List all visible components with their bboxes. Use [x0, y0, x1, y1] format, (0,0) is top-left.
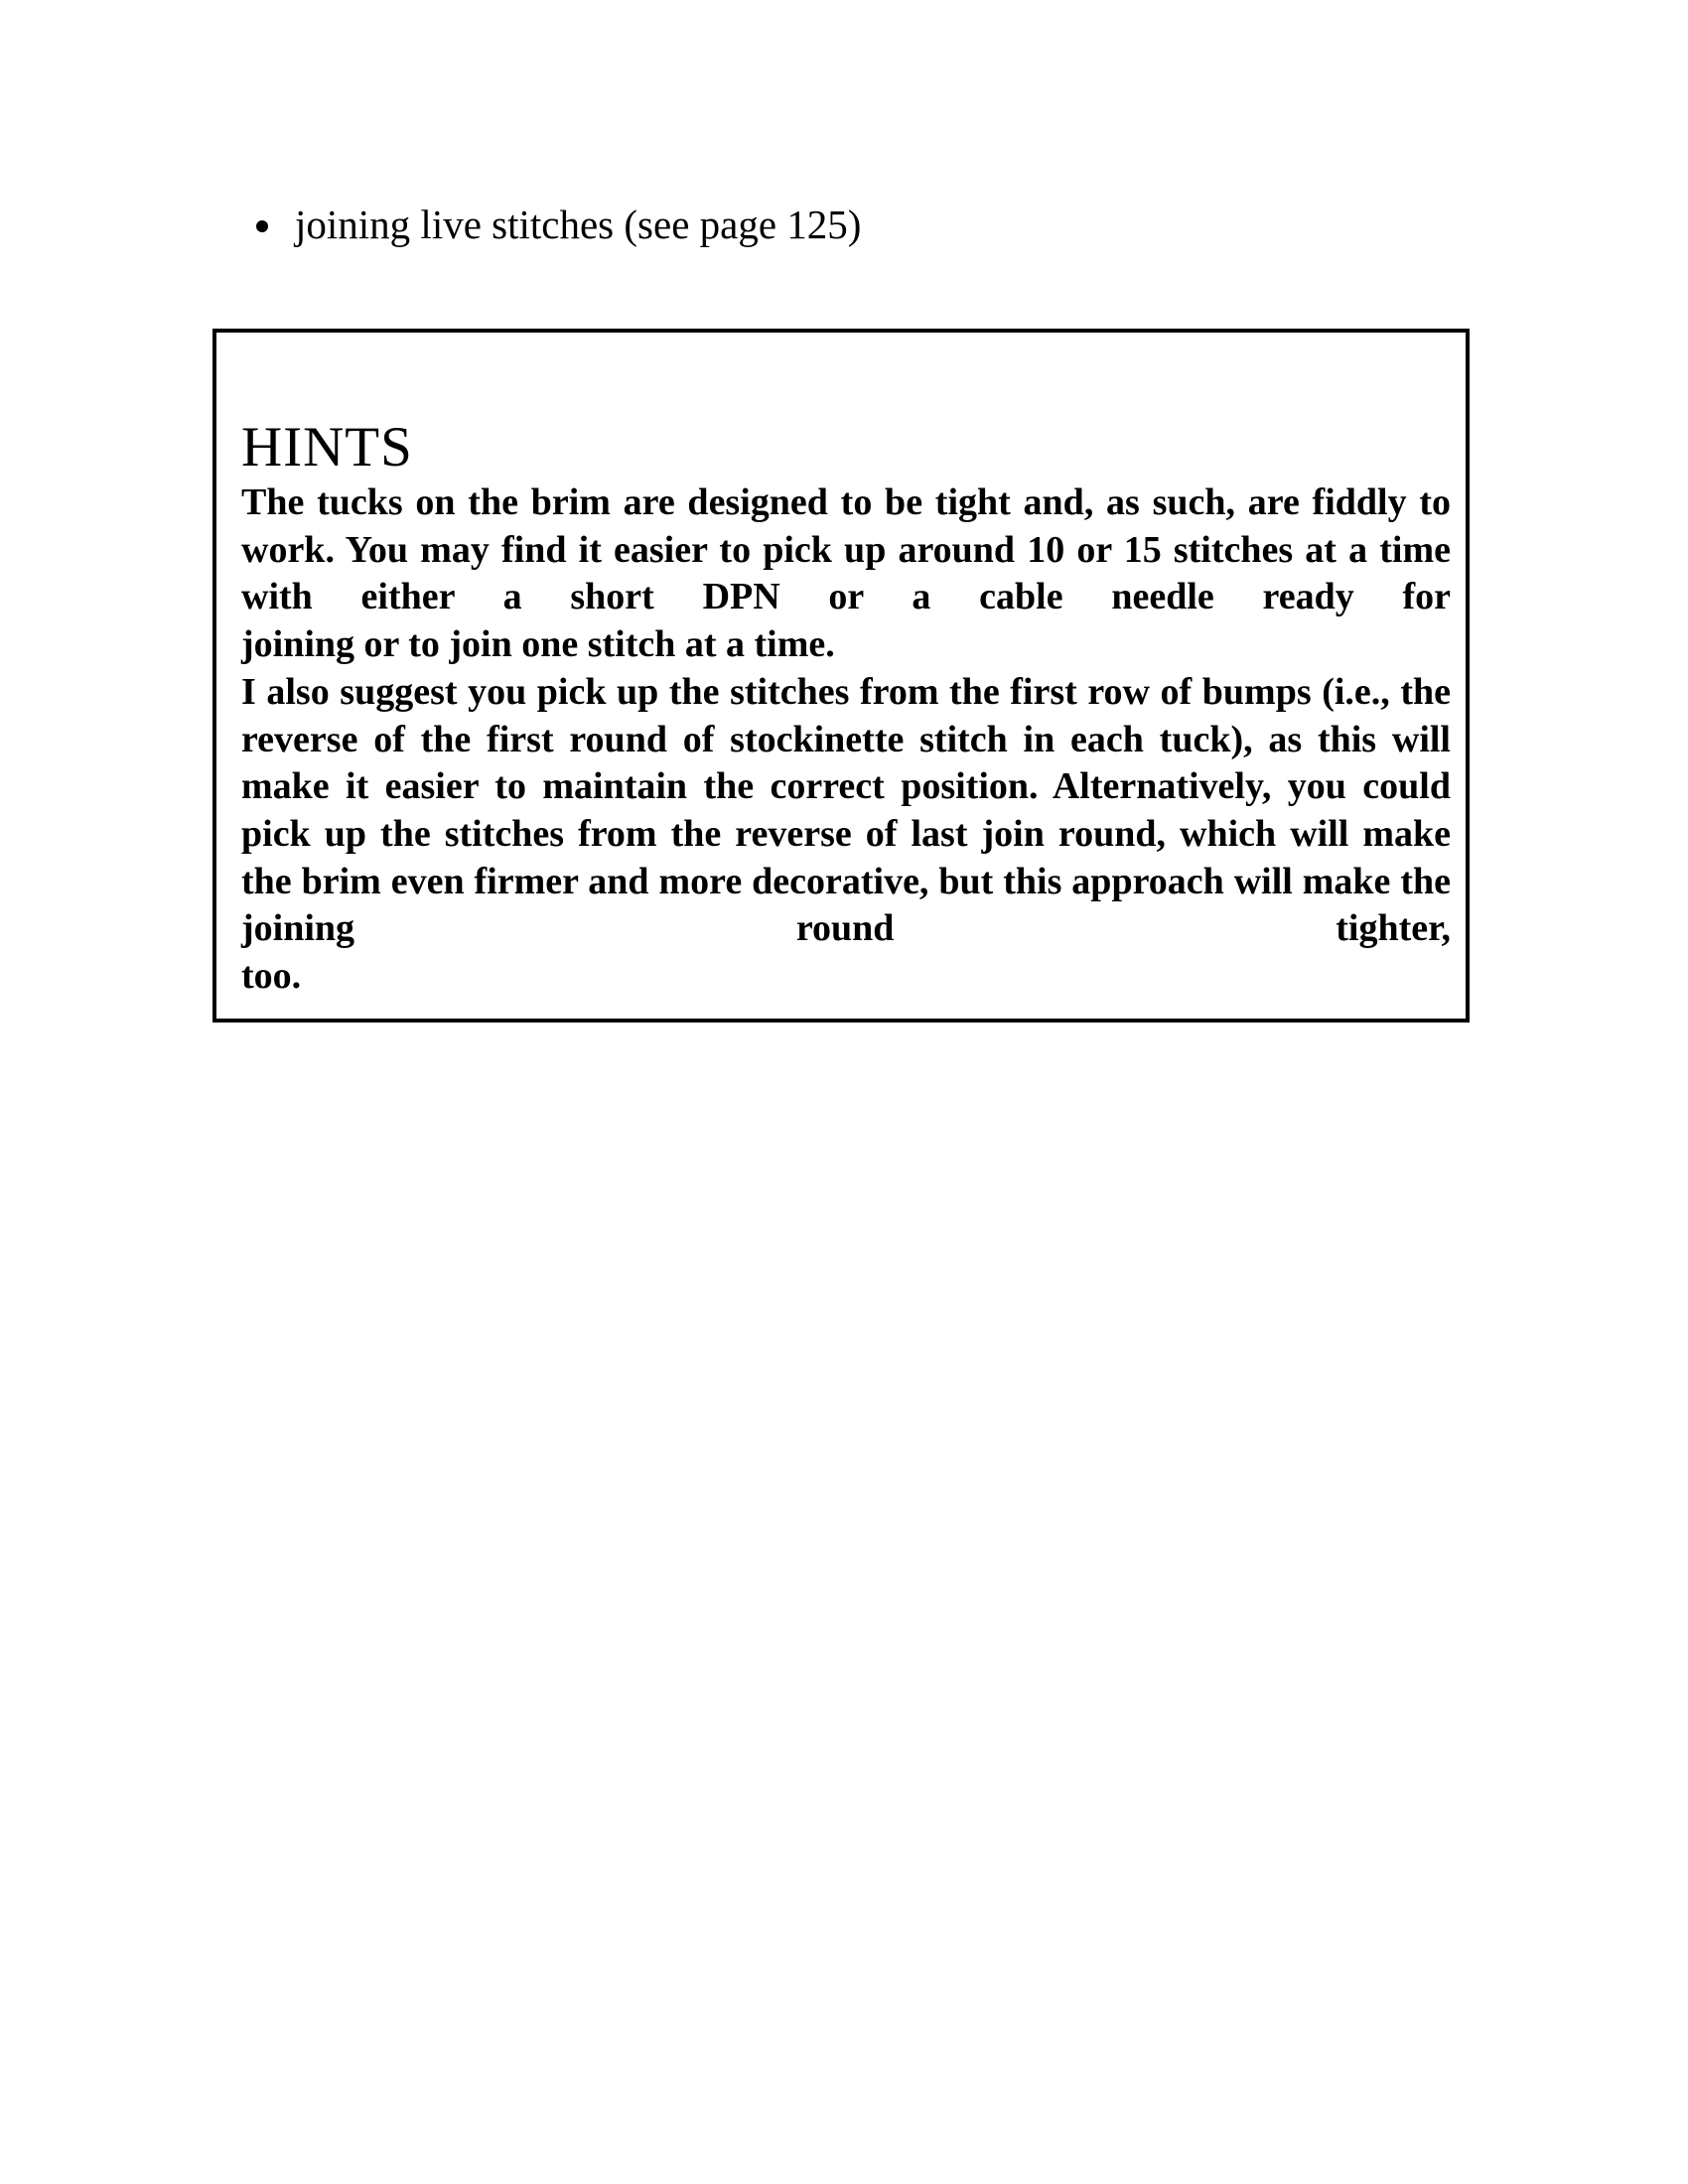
hints-paragraph-1-end: joining or to join one stitch at a time. — [241, 623, 835, 666]
hints-paragraph-2-end: too. — [241, 955, 302, 998]
hints-paragraph-1: The tucks on the brim are designed to be tight and, as such, are fiddly to work. You may find it easier to pick up around 10 or 15 stitches at a time with either a short DPN or a cable needle ready for — [241, 481, 1451, 618]
list-item-text: joining live stitches (see page 125) — [295, 202, 862, 247]
hints-paragraph-2: I also suggest you pick up the stitches from the first row of bumps (i.e., the reverse of the first round of stockinette stitch in each tuck), as this will make it easier to maintain the correct position. Alternatively, you could pick up the stitches from the reverse of last join round, which will make the brim even firmer and more decorative, but this approach will make the joining round tighter, — [241, 670, 1451, 950]
hints-title: HINTS — [241, 416, 413, 478]
hints-body — [241, 479, 1451, 1001]
hints-box — [212, 329, 1470, 1023]
bullet-icon — [256, 220, 268, 232]
